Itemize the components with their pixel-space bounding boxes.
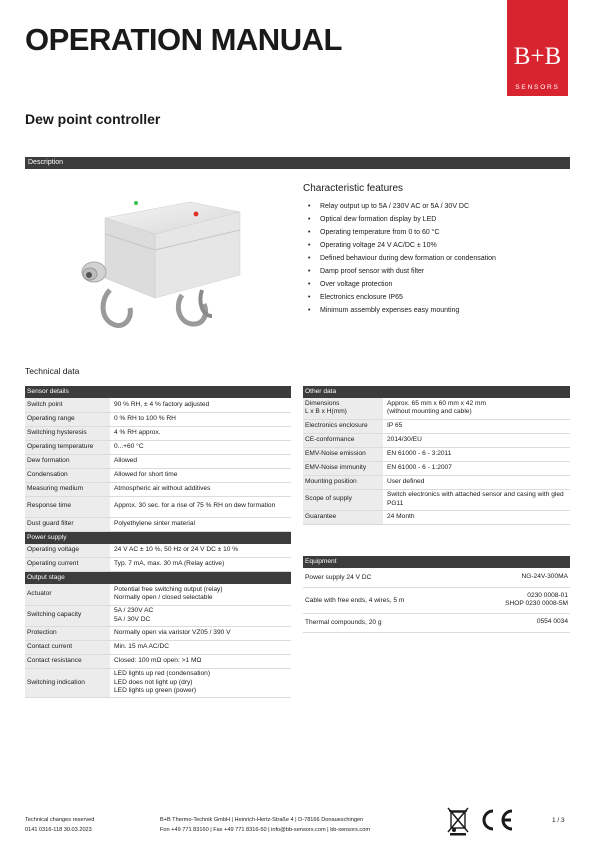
equipment-code: 0230 0008-01 SHOP 0230 0008-5M — [465, 587, 570, 613]
equipment-item: Cable with free ends, 4 wires, 5 m — [303, 587, 465, 613]
row-value: LED lights up red (condensation) LED does not light up (dry) LED lights up green (power) — [110, 668, 291, 698]
equipment-item: Power supply 24 V DC — [303, 568, 465, 587]
footer-note: Technical changes reserved — [25, 817, 95, 823]
row-label: Actuator — [25, 584, 110, 605]
row-value: 24 Month — [383, 510, 570, 524]
footer-address-line: B+B Thermo-Technik GmbH | Heinrich-Hertz-Straße 4 | D-78166 Donaueschingen — [160, 817, 364, 823]
row-value: Allowed for short time — [110, 468, 291, 482]
table-row — [25, 668, 291, 698]
row-label: Protection — [25, 626, 110, 640]
row-label: Operating voltage — [25, 544, 110, 558]
equipment-item: Thermal compounds, 20 g — [303, 613, 465, 632]
features-list — [308, 200, 570, 317]
row-label: Condensation — [25, 468, 110, 482]
logo-brand: B+B — [513, 43, 562, 70]
row-label: CE-conformance — [303, 433, 383, 447]
row-value: Normally open via varistor VZ05 / 390 V — [110, 626, 291, 640]
product-image — [70, 190, 255, 340]
table-row — [25, 517, 291, 531]
page-number: 1 / 3 — [552, 817, 565, 824]
table-row — [303, 447, 570, 461]
equipment-code: 0554 0034 — [465, 613, 570, 632]
row-label: Operating temperature — [25, 440, 110, 454]
row-label: Switching hysteresis — [25, 426, 110, 440]
table-row — [25, 412, 291, 426]
row-value: Approx. 30 sec. for a rise of 75 % RH on dew formation — [110, 496, 291, 517]
equipment-row — [303, 568, 570, 587]
row-value: Polyethylene sinter material — [110, 517, 291, 531]
table-row — [25, 426, 291, 440]
row-label: EMV-Noise immunity — [303, 461, 383, 475]
table-row — [25, 605, 291, 626]
table-row — [25, 454, 291, 468]
technical-data-title: Technical data — [25, 366, 80, 376]
table-row — [25, 496, 291, 517]
weee-bin-icon — [446, 806, 470, 836]
feature-item: • Operating temperature from 0 to 60 °C — [308, 226, 570, 239]
equipment-row — [303, 613, 570, 632]
table-row — [25, 626, 291, 640]
equipment-row — [303, 587, 570, 613]
table-row — [25, 558, 291, 572]
row-label: Dust guard filter — [25, 517, 110, 531]
section-title: Output stage — [27, 574, 65, 581]
row-label: Guarantee — [303, 510, 383, 524]
equipment-table — [303, 556, 570, 633]
row-label: Scope of supply — [303, 489, 383, 510]
footer-left — [25, 815, 94, 835]
row-value: 4 % RH approx. — [110, 426, 291, 440]
product-title: Dew point controller — [25, 111, 161, 127]
row-label: Electronics enclosure — [303, 419, 383, 433]
section-header — [303, 386, 570, 398]
ce-mark-icon — [476, 808, 516, 832]
row-label: Operating current — [25, 558, 110, 572]
table-row — [25, 544, 291, 558]
equipment-code: NG-24V-300MA — [465, 568, 570, 587]
row-label: Dew formation — [25, 454, 110, 468]
feature-item: • Damp proof sensor with dust filter — [308, 265, 570, 278]
description-bar: Description — [25, 157, 570, 169]
feature-item: • Optical dew formation display by LED — [308, 213, 570, 226]
power-led-icon — [134, 201, 138, 205]
row-label: Mounting position — [303, 475, 383, 489]
section-title: Other data — [305, 388, 337, 395]
row-value: User defined — [383, 475, 570, 489]
table-row — [25, 654, 291, 668]
section-header — [25, 386, 291, 398]
table-row — [303, 433, 570, 447]
footer-contact-line: Fon +49 771 83160 | Fax +49 771 8316-50 | info@bb-sensors.com | bb-sensors.com — [160, 827, 370, 833]
table-row — [25, 398, 291, 412]
table-row — [303, 475, 570, 489]
row-label: Measuring medium — [25, 482, 110, 496]
table-row — [25, 584, 291, 605]
logo-tagline: SENSORS — [515, 84, 560, 91]
table-row — [25, 640, 291, 654]
row-value: Typ. 7 mA, max. 30 mA (Relay active) — [110, 558, 291, 572]
feature-item: • Relay output up to 5A / 230V AC or 5A / 30V DC — [308, 200, 570, 213]
spec-table-left — [25, 386, 291, 698]
row-label: Operating range — [25, 412, 110, 426]
row-label: EMV-Noise emission — [303, 447, 383, 461]
footer-address — [160, 815, 370, 835]
section-header — [25, 572, 291, 585]
row-value: 0 % RH to 100 % RH — [110, 412, 291, 426]
feature-item: • Over voltage protection — [308, 278, 570, 291]
section-title: Sensor details — [27, 388, 69, 395]
row-value: Approx. 65 mm x 60 mm x 42 mm (without mounting and cable) — [383, 398, 570, 419]
table-row — [303, 398, 570, 419]
section-title: Power supply — [27, 533, 67, 541]
row-value: EN 61000 - 6 - 3:2011 — [383, 447, 570, 461]
table-row — [25, 482, 291, 496]
row-label: Contact resistance — [25, 654, 110, 668]
row-value: 5A / 230V AC 5A / 30V DC — [110, 605, 291, 626]
brand-logo — [507, 0, 568, 96]
row-label: Switch point — [25, 398, 110, 412]
row-label: Switching indication — [25, 668, 110, 698]
footer-docnumber: 0141 0316-118 30.03.2023 — [25, 827, 92, 833]
section-header — [25, 531, 291, 544]
row-value: Closed: 100 mΩ open: >1 MΩ — [110, 654, 291, 668]
spec-table-right — [303, 386, 570, 525]
table-row — [303, 461, 570, 475]
row-label: Contact current — [25, 640, 110, 654]
row-value: 2014/30/EU — [383, 433, 570, 447]
row-value: EN 61000 - 6 - 1:2007 — [383, 461, 570, 475]
row-value: 90 % RH, ± 4 % factory adjusted — [110, 398, 291, 412]
row-value: Allowed — [110, 454, 291, 468]
section-title: Equipment — [305, 558, 337, 565]
row-value: Potential free switching output (relay) Normally open / closed selectable — [110, 584, 291, 605]
row-value: 24 V AC ± 10 %, 50 Hz or 24 V DC ± 10 % — [110, 544, 291, 558]
table-row — [303, 510, 570, 524]
row-value: 0...+60 °C — [110, 440, 291, 454]
row-value: Min. 15 mA AC/DC — [110, 640, 291, 654]
row-label: Switching capacity — [25, 605, 110, 626]
feature-item: • Minimum assembly expenses easy mounting — [308, 304, 570, 317]
table-row — [25, 440, 291, 454]
section-header — [303, 556, 570, 568]
condensation-led-icon — [194, 212, 199, 217]
row-label: Dimensions L x B x H(mm) — [303, 398, 383, 419]
table-row — [303, 489, 570, 510]
feature-item: • Defined behaviour during dew formation or condensation — [308, 252, 570, 265]
feature-item: • Operating voltage 24 V AC/DC ± 10% — [308, 239, 570, 252]
feature-item: • Electronics enclosure IP65 — [308, 291, 570, 304]
row-value: Atmospheric air without additives — [110, 482, 291, 496]
row-value: Switch electronics with attached sensor and casing with gled PG11 — [383, 489, 570, 510]
table-row — [25, 468, 291, 482]
table-row — [303, 419, 570, 433]
row-value: IP 65 — [383, 419, 570, 433]
row-label: Response time — [25, 496, 110, 517]
page-title: OPERATION MANUAL — [25, 22, 342, 57]
characteristics-title: Characteristic features — [303, 183, 404, 194]
